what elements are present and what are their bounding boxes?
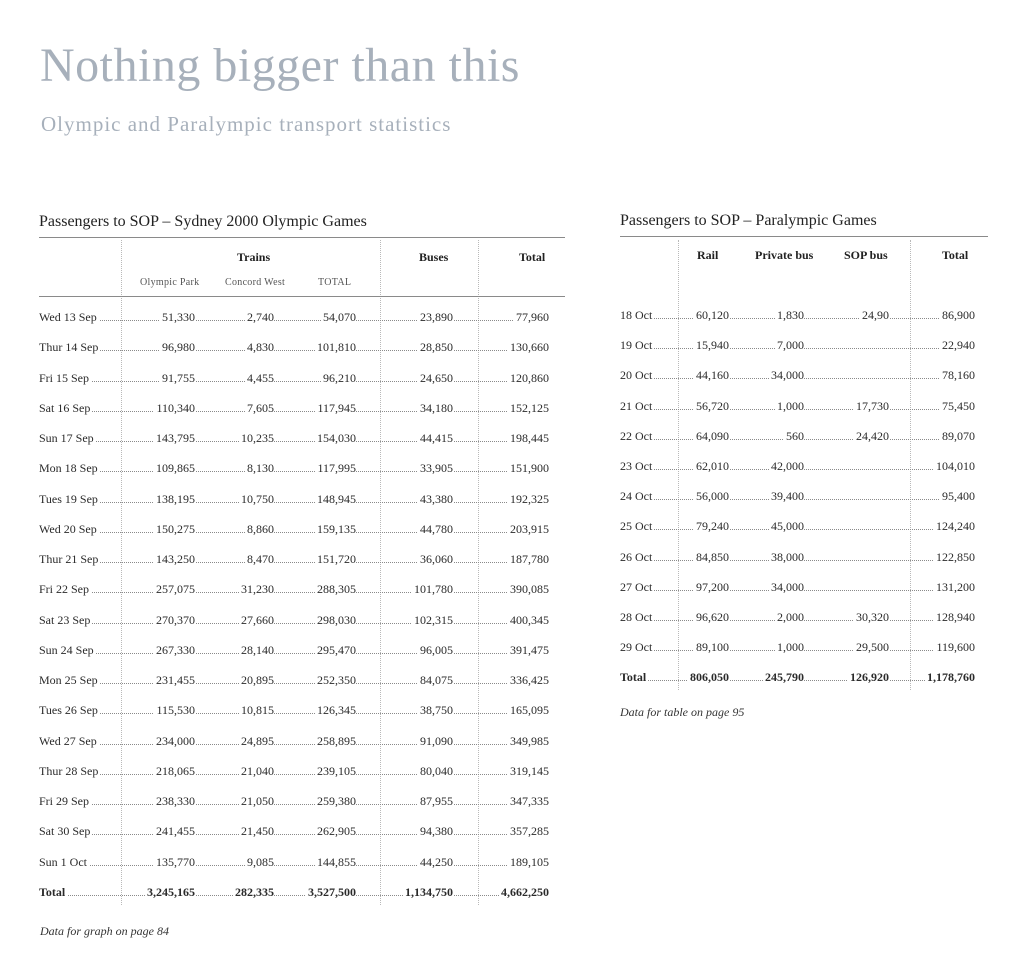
table-row [620, 338, 975, 356]
row-date: Sun 1 Oct [39, 854, 87, 869]
table-cell: 39,400 [771, 489, 804, 504]
row-date: Thur 21 Sep [39, 552, 99, 566]
table-cell: 10,815 [241, 703, 274, 718]
table-row [39, 582, 549, 600]
total-label: Total [39, 884, 66, 899]
table-cell: 267,330 [156, 642, 195, 657]
table-cell: 8,130 [247, 461, 274, 476]
table-cell: 60,120 [696, 308, 729, 322]
table-cell: 4,662,250 [501, 884, 549, 899]
column-header-concord-west: Concord West [225, 277, 286, 288]
table-row [620, 429, 975, 447]
table-cell: 96,620 [696, 610, 729, 624]
row-date: 22 Oct [620, 428, 653, 443]
table-cell: 2,000 [777, 610, 804, 624]
total-row [39, 885, 549, 903]
olympic-table-caption: Passengers to SOP – Sydney 2000 Olympic Games [39, 213, 367, 230]
table-cell: 91,090 [420, 733, 453, 748]
table-cell: 78,160 [942, 368, 975, 383]
table-cell: 75,450 [942, 398, 975, 413]
leader-dots [39, 683, 549, 684]
olympic-table-header-rule [39, 296, 565, 297]
table-cell: 22,940 [942, 338, 975, 353]
table-cell: 8,470 [247, 552, 274, 566]
table-cell: 56,000 [696, 489, 729, 504]
row-date: 29 Oct [620, 640, 653, 655]
page-subtitle: Olympic and Paralympic transport statistics [41, 112, 452, 136]
row-date: Thur 28 Sep [39, 763, 99, 778]
table-cell: 1,134,750 [405, 884, 453, 899]
table-cell: 238,330 [156, 794, 195, 808]
table-cell: 80,040 [420, 763, 453, 778]
table-cell: 259,380 [317, 794, 356, 808]
table-cell: 151,720 [317, 552, 356, 566]
table-cell: 258,895 [317, 733, 356, 748]
table-cell: 84,075 [420, 673, 453, 687]
row-date: 28 Oct [620, 610, 653, 624]
column-header-trains-total: TOTAL [318, 277, 352, 288]
leader-dots [39, 592, 549, 593]
row-date: Mon 18 Sep [39, 461, 98, 476]
row-date: Fri 15 Sep [39, 370, 90, 385]
table-cell: 349,985 [510, 733, 549, 748]
table-cell: 42,000 [771, 459, 804, 473]
table-cell: 400,345 [510, 612, 549, 627]
row-date: Fri 22 Sep [39, 582, 90, 597]
row-date: 18 Oct [620, 308, 653, 322]
table-cell: 31,230 [241, 582, 274, 597]
table-cell: 288,305 [317, 582, 356, 597]
table-row [39, 855, 549, 873]
table-cell: 24,650 [420, 370, 453, 385]
table-cell: 151,900 [510, 461, 549, 476]
table-cell: 165,095 [510, 703, 549, 718]
leader-dots [39, 713, 549, 714]
row-date: Mon 25 Sep [39, 673, 98, 687]
leader-dots [39, 381, 549, 382]
table-cell: 21,050 [241, 794, 274, 808]
table-row [39, 613, 549, 631]
table-cell: 24,420 [856, 428, 889, 443]
table-cell: 148,945 [317, 491, 356, 506]
table-cell: 203,915 [510, 521, 549, 536]
leader-dots [39, 471, 549, 472]
table-cell: 95,400 [942, 489, 975, 504]
row-date: 19 Oct [620, 338, 653, 353]
table-cell: 44,160 [696, 368, 729, 383]
paralympic-table-top-rule [620, 236, 988, 237]
paralympic-table-note: Data for table on page 95 [620, 705, 745, 719]
table-row [39, 492, 549, 510]
table-row [39, 734, 549, 752]
table-cell: 336,425 [510, 673, 549, 687]
table-cell: 109,865 [156, 461, 195, 476]
table-cell: 189,105 [510, 854, 549, 869]
table-cell: 154,030 [317, 431, 356, 445]
row-date: Sat 30 Sep [39, 824, 91, 839]
table-cell: 20,895 [241, 673, 274, 687]
table-cell: 94,380 [420, 824, 453, 839]
column-header-para-total: Total [942, 248, 969, 262]
table-cell: 115,530 [156, 703, 195, 718]
table-row [620, 519, 975, 537]
table-cell: 51,330 [162, 310, 195, 324]
table-cell: 239,105 [317, 763, 356, 778]
table-cell: 150,275 [156, 521, 195, 536]
table-row [620, 580, 975, 598]
table-cell: 91,755 [162, 370, 195, 385]
table-cell: 198,445 [510, 431, 549, 445]
row-date: 25 Oct [620, 519, 653, 534]
leader-dots [39, 653, 549, 654]
row-date: Thur 14 Sep [39, 340, 99, 355]
table-cell: 117,945 [317, 400, 356, 415]
table-cell: 3,527,500 [308, 884, 356, 899]
table-cell: 295,470 [317, 642, 356, 657]
row-date: Sun 24 Sep [39, 642, 94, 657]
column-header-sop-bus: SOP bus [844, 248, 888, 262]
row-date: Wed 20 Sep [39, 521, 97, 536]
table-cell: 7,605 [247, 400, 274, 415]
table-cell: 234,000 [156, 733, 195, 748]
table-cell: 9,085 [247, 854, 274, 869]
leader-dots [39, 562, 549, 563]
table-cell: 124,240 [936, 519, 975, 534]
table-cell: 231,455 [156, 673, 195, 687]
table-cell: 1,178,760 [927, 670, 975, 685]
table-row [39, 461, 549, 479]
table-cell: 29,500 [856, 640, 889, 655]
column-header-total: Total [519, 250, 546, 264]
table-cell: 45,000 [771, 519, 804, 534]
table-row [620, 640, 975, 658]
table-cell: 241,455 [156, 824, 195, 839]
table-cell: 257,075 [156, 582, 195, 597]
leader-dots [39, 834, 549, 835]
row-date: 26 Oct [620, 549, 653, 564]
table-cell: 77,960 [516, 310, 549, 324]
table-cell: 89,100 [696, 640, 729, 655]
table-row [39, 522, 549, 540]
table-cell: 319,145 [510, 763, 549, 778]
table-cell: 1,000 [777, 398, 804, 413]
table-cell: 86,900 [942, 308, 975, 322]
table-cell: 357,285 [510, 824, 549, 839]
table-cell: 102,315 [414, 612, 453, 627]
table-cell: 143,250 [156, 552, 195, 566]
leader-dots [39, 895, 549, 896]
table-cell: 347,335 [510, 794, 549, 808]
table-row [39, 764, 549, 782]
paralympic-table-caption: Passengers to SOP – Paralympic Games [620, 212, 877, 229]
table-cell: 101,780 [414, 582, 453, 597]
table-cell: 390,085 [510, 582, 549, 597]
row-date: Wed 27 Sep [39, 733, 97, 748]
table-row [39, 703, 549, 721]
leader-dots [39, 502, 549, 503]
table-row [39, 401, 549, 419]
table-cell: 560 [786, 428, 804, 443]
table-cell: 10,750 [241, 491, 274, 506]
table-cell: 270,370 [156, 612, 195, 627]
table-row [39, 643, 549, 661]
table-cell: 122,850 [936, 549, 975, 564]
olympic-table-note: Data for graph on page 84 [40, 924, 169, 938]
table-cell: 34,180 [420, 400, 453, 415]
table-cell: 119,600 [936, 640, 975, 655]
table-cell: 218,065 [156, 763, 195, 778]
table-cell: 23,890 [420, 310, 453, 324]
table-cell: 131,200 [936, 579, 975, 594]
table-cell: 10,235 [241, 431, 274, 445]
table-cell: 245,790 [765, 670, 804, 685]
row-date: 23 Oct [620, 459, 653, 473]
leader-dots [39, 532, 549, 533]
table-cell: 21,040 [241, 763, 274, 778]
table-cell: 8,860 [247, 521, 274, 536]
table-cell: 4,830 [247, 340, 274, 355]
row-date: 20 Oct [620, 368, 653, 383]
total-row [620, 670, 975, 688]
table-cell: 1,830 [777, 308, 804, 322]
table-cell: 4,455 [247, 370, 274, 385]
table-cell: 21,450 [241, 824, 274, 839]
table-cell: 62,010 [696, 459, 729, 473]
table-cell: 38,750 [420, 703, 453, 718]
table-cell: 84,850 [696, 549, 729, 564]
table-cell: 96,005 [420, 642, 453, 657]
table-row [39, 673, 549, 691]
table-row [620, 550, 975, 568]
table-cell: 28,850 [420, 340, 453, 355]
table-cell: 44,780 [420, 521, 453, 536]
table-cell: 34,000 [771, 368, 804, 383]
table-row [620, 308, 975, 326]
total-label: Total [620, 670, 647, 685]
row-date: Sat 16 Sep [39, 400, 91, 415]
table-row [620, 399, 975, 417]
table-cell: 3,245,165 [147, 884, 195, 899]
table-cell: 298,030 [317, 612, 356, 627]
column-header-buses: Buses [419, 250, 449, 264]
leader-dots [39, 623, 549, 624]
table-cell: 36,060 [420, 552, 453, 566]
table-cell: 56,720 [696, 398, 729, 413]
column-header-private-bus: Private bus [755, 248, 814, 262]
table-cell: 159,135 [317, 521, 356, 536]
table-cell: 120,860 [510, 370, 549, 385]
table-row [620, 489, 975, 507]
table-cell: 806,050 [690, 670, 729, 685]
table-cell: 152,125 [510, 400, 549, 415]
table-cell: 54,070 [323, 310, 356, 324]
table-row [39, 310, 549, 328]
table-cell: 33,905 [420, 461, 453, 476]
table-cell: 27,660 [241, 612, 274, 627]
row-date: 27 Oct [620, 579, 653, 594]
table-cell: 79,240 [696, 519, 729, 534]
table-cell: 1,000 [777, 640, 804, 655]
table-cell: 101,810 [317, 340, 356, 355]
table-cell: 7,000 [777, 338, 804, 353]
table-cell: 64,090 [696, 428, 729, 443]
table-row [39, 340, 549, 358]
table-cell: 44,415 [420, 431, 453, 445]
table-row [620, 368, 975, 386]
table-cell: 87,955 [420, 794, 453, 808]
table-cell: 24,90 [862, 308, 889, 322]
table-cell: 187,780 [510, 552, 549, 566]
table-cell: 30,320 [856, 610, 889, 624]
table-cell: 262,905 [317, 824, 356, 839]
table-cell: 110,340 [156, 400, 195, 415]
row-date: Sat 23 Sep [39, 612, 91, 627]
table-row [39, 794, 549, 812]
table-cell: 391,475 [510, 642, 549, 657]
table-cell: 104,010 [936, 459, 975, 473]
table-cell: 97,200 [696, 579, 729, 594]
table-cell: 138,195 [156, 491, 195, 506]
table-row [39, 552, 549, 570]
table-cell: 34,000 [771, 579, 804, 594]
leader-dots [39, 804, 549, 805]
row-date: Sun 17 Sep [39, 431, 94, 445]
table-cell: 15,940 [696, 338, 729, 353]
table-cell: 130,660 [510, 340, 549, 355]
leader-dots [39, 865, 549, 866]
table-cell: 192,325 [510, 491, 549, 506]
table-cell: 143,795 [156, 431, 195, 445]
table-cell: 252,350 [317, 673, 356, 687]
table-cell: 28,140 [241, 642, 274, 657]
table-cell: 96,980 [162, 340, 195, 355]
trains-group-header: Trains [237, 250, 271, 264]
row-date: 21 Oct [620, 398, 653, 413]
table-cell: 43,380 [420, 491, 453, 506]
leader-dots [39, 774, 549, 775]
table-cell: 89,070 [942, 428, 975, 443]
leader-dots [39, 441, 549, 442]
row-date: Tues 19 Sep [39, 491, 98, 506]
table-cell: 17,730 [856, 398, 889, 413]
table-row [620, 610, 975, 628]
olympic-table-top-rule [39, 237, 565, 238]
leader-dots [39, 320, 549, 321]
table-cell: 24,895 [241, 733, 274, 748]
row-date: Fri 29 Sep [39, 794, 90, 808]
table-cell: 2,740 [247, 310, 274, 324]
column-header-rail: Rail [697, 248, 719, 262]
table-row [39, 431, 549, 449]
page-title: Nothing bigger than this [40, 39, 520, 92]
leader-dots [39, 350, 549, 351]
row-date: 24 Oct [620, 489, 653, 504]
table-cell: 38,000 [771, 549, 804, 564]
table-cell: 135,770 [156, 854, 195, 869]
table-cell: 144,855 [317, 854, 356, 869]
table-row [39, 824, 549, 842]
leader-dots [39, 744, 549, 745]
column-header-olympic-park: Olympic Park [140, 277, 200, 288]
table-cell: 128,940 [936, 610, 975, 624]
table-cell: 44,250 [420, 854, 453, 869]
table-cell: 117,995 [317, 461, 356, 476]
table-cell: 96,210 [323, 370, 356, 385]
table-cell: 282,335 [235, 884, 274, 899]
row-date: Tues 26 Sep [39, 703, 98, 718]
row-date: Wed 13 Sep [39, 310, 97, 324]
leader-dots [39, 411, 549, 412]
table-row [620, 459, 975, 477]
table-cell: 126,920 [850, 670, 889, 685]
table-row [39, 371, 549, 389]
table-cell: 126,345 [317, 703, 356, 718]
